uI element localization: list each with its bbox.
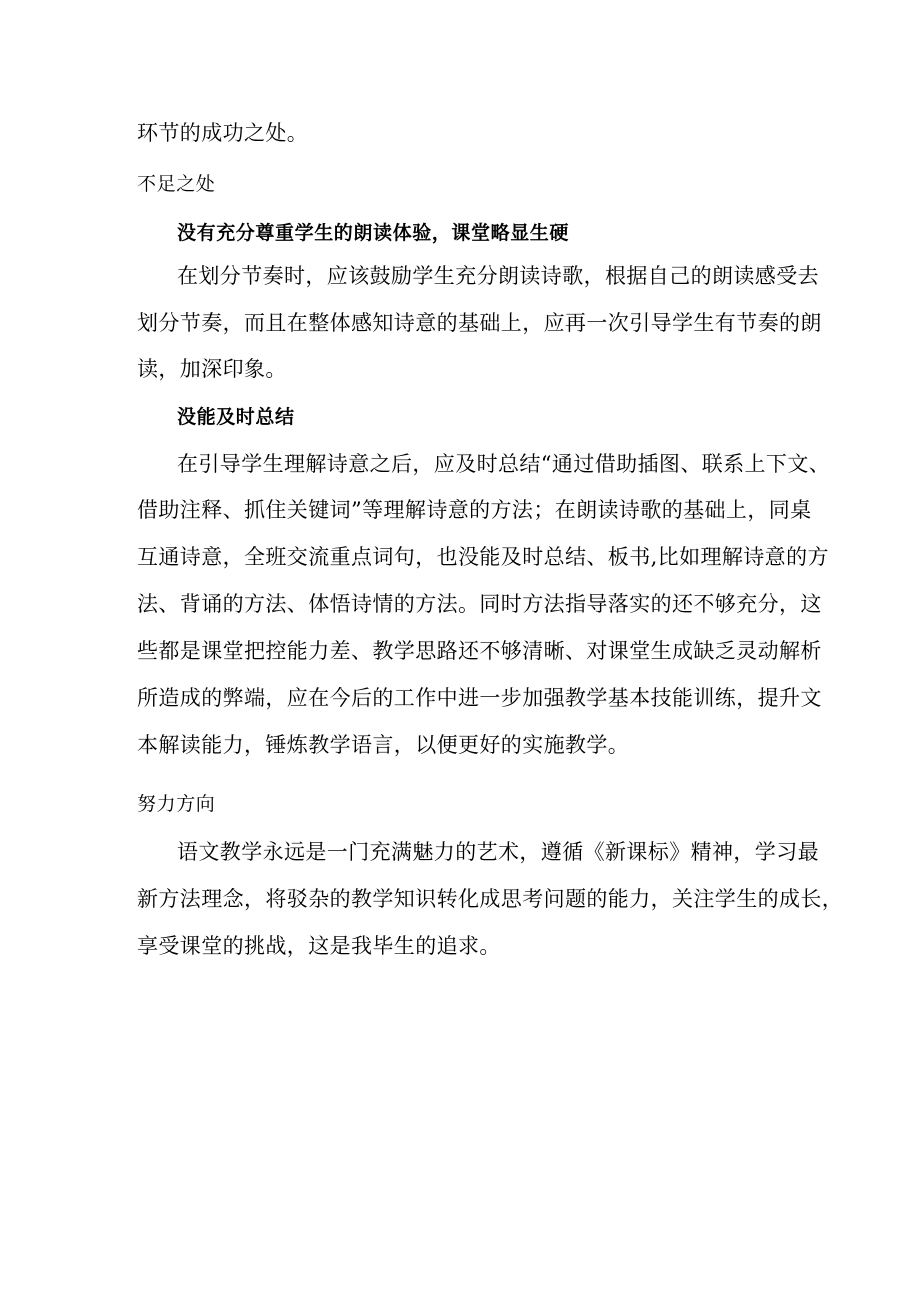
item2-line-5: 些都是课堂把控能力差、教学思路还不够清晰、对课堂生成缺乏灵动解析 bbox=[137, 639, 822, 663]
intro-fragment: 环节的成功之处。 bbox=[137, 121, 309, 145]
direction-line-2: 新方法理念，将驳杂的教学知识转化成思考问题的能力，关注学生的成长， bbox=[137, 887, 844, 911]
item2-line-7: 本解读能力，锤炼教学语言，以便更好的实施教学。 bbox=[137, 733, 630, 757]
direction-line-3: 享受课堂的挑战，这是我毕生的追求。 bbox=[137, 934, 501, 958]
item2-line-3: 互通诗意，全班交流重点词句，也没能及时总结、板书,比如理解诗意的方 bbox=[137, 545, 829, 569]
direction-line-1: 语文教学永远是一门充满魅力的艺术，遵循《新课标》精神，学习最 bbox=[177, 840, 819, 864]
item2-line-4: 法、背诵的方法、体悟诗情的方法。同时方法指导落实的还不够充分，这 bbox=[137, 592, 822, 616]
section-heading-direction: 努力方向 bbox=[137, 793, 216, 815]
item2-line-1: 在引导学生理解诗意之后，应及时总结“通过借助插图、联系上下文、 bbox=[177, 452, 831, 476]
item1-line-1: 在划分节奏时，应该鼓励学生充分朗读诗歌，根据自己的朗读感受去 bbox=[177, 264, 819, 288]
item2-line-2: 借助注释、抓住关键词”等理解诗意的方法；在朗读诗歌的基础上，同桌 bbox=[137, 498, 812, 522]
item1-line-3: 读，加深印象。 bbox=[137, 357, 287, 381]
item1-title: 没有充分尊重学生的朗读体验，课堂略显生硬 bbox=[177, 222, 570, 244]
item2-title: 没能及时总结 bbox=[177, 406, 295, 428]
section-heading-shortcomings: 不足之处 bbox=[137, 173, 216, 195]
item2-line-6: 所造成的弊端，应在今后的工作中进一步加强教学基本技能训练，提升文 bbox=[137, 686, 822, 710]
item1-line-2: 划分节奏，而且在整体感知诗意的基础上，应再一次引导学生有节奏的朗 bbox=[137, 311, 822, 335]
